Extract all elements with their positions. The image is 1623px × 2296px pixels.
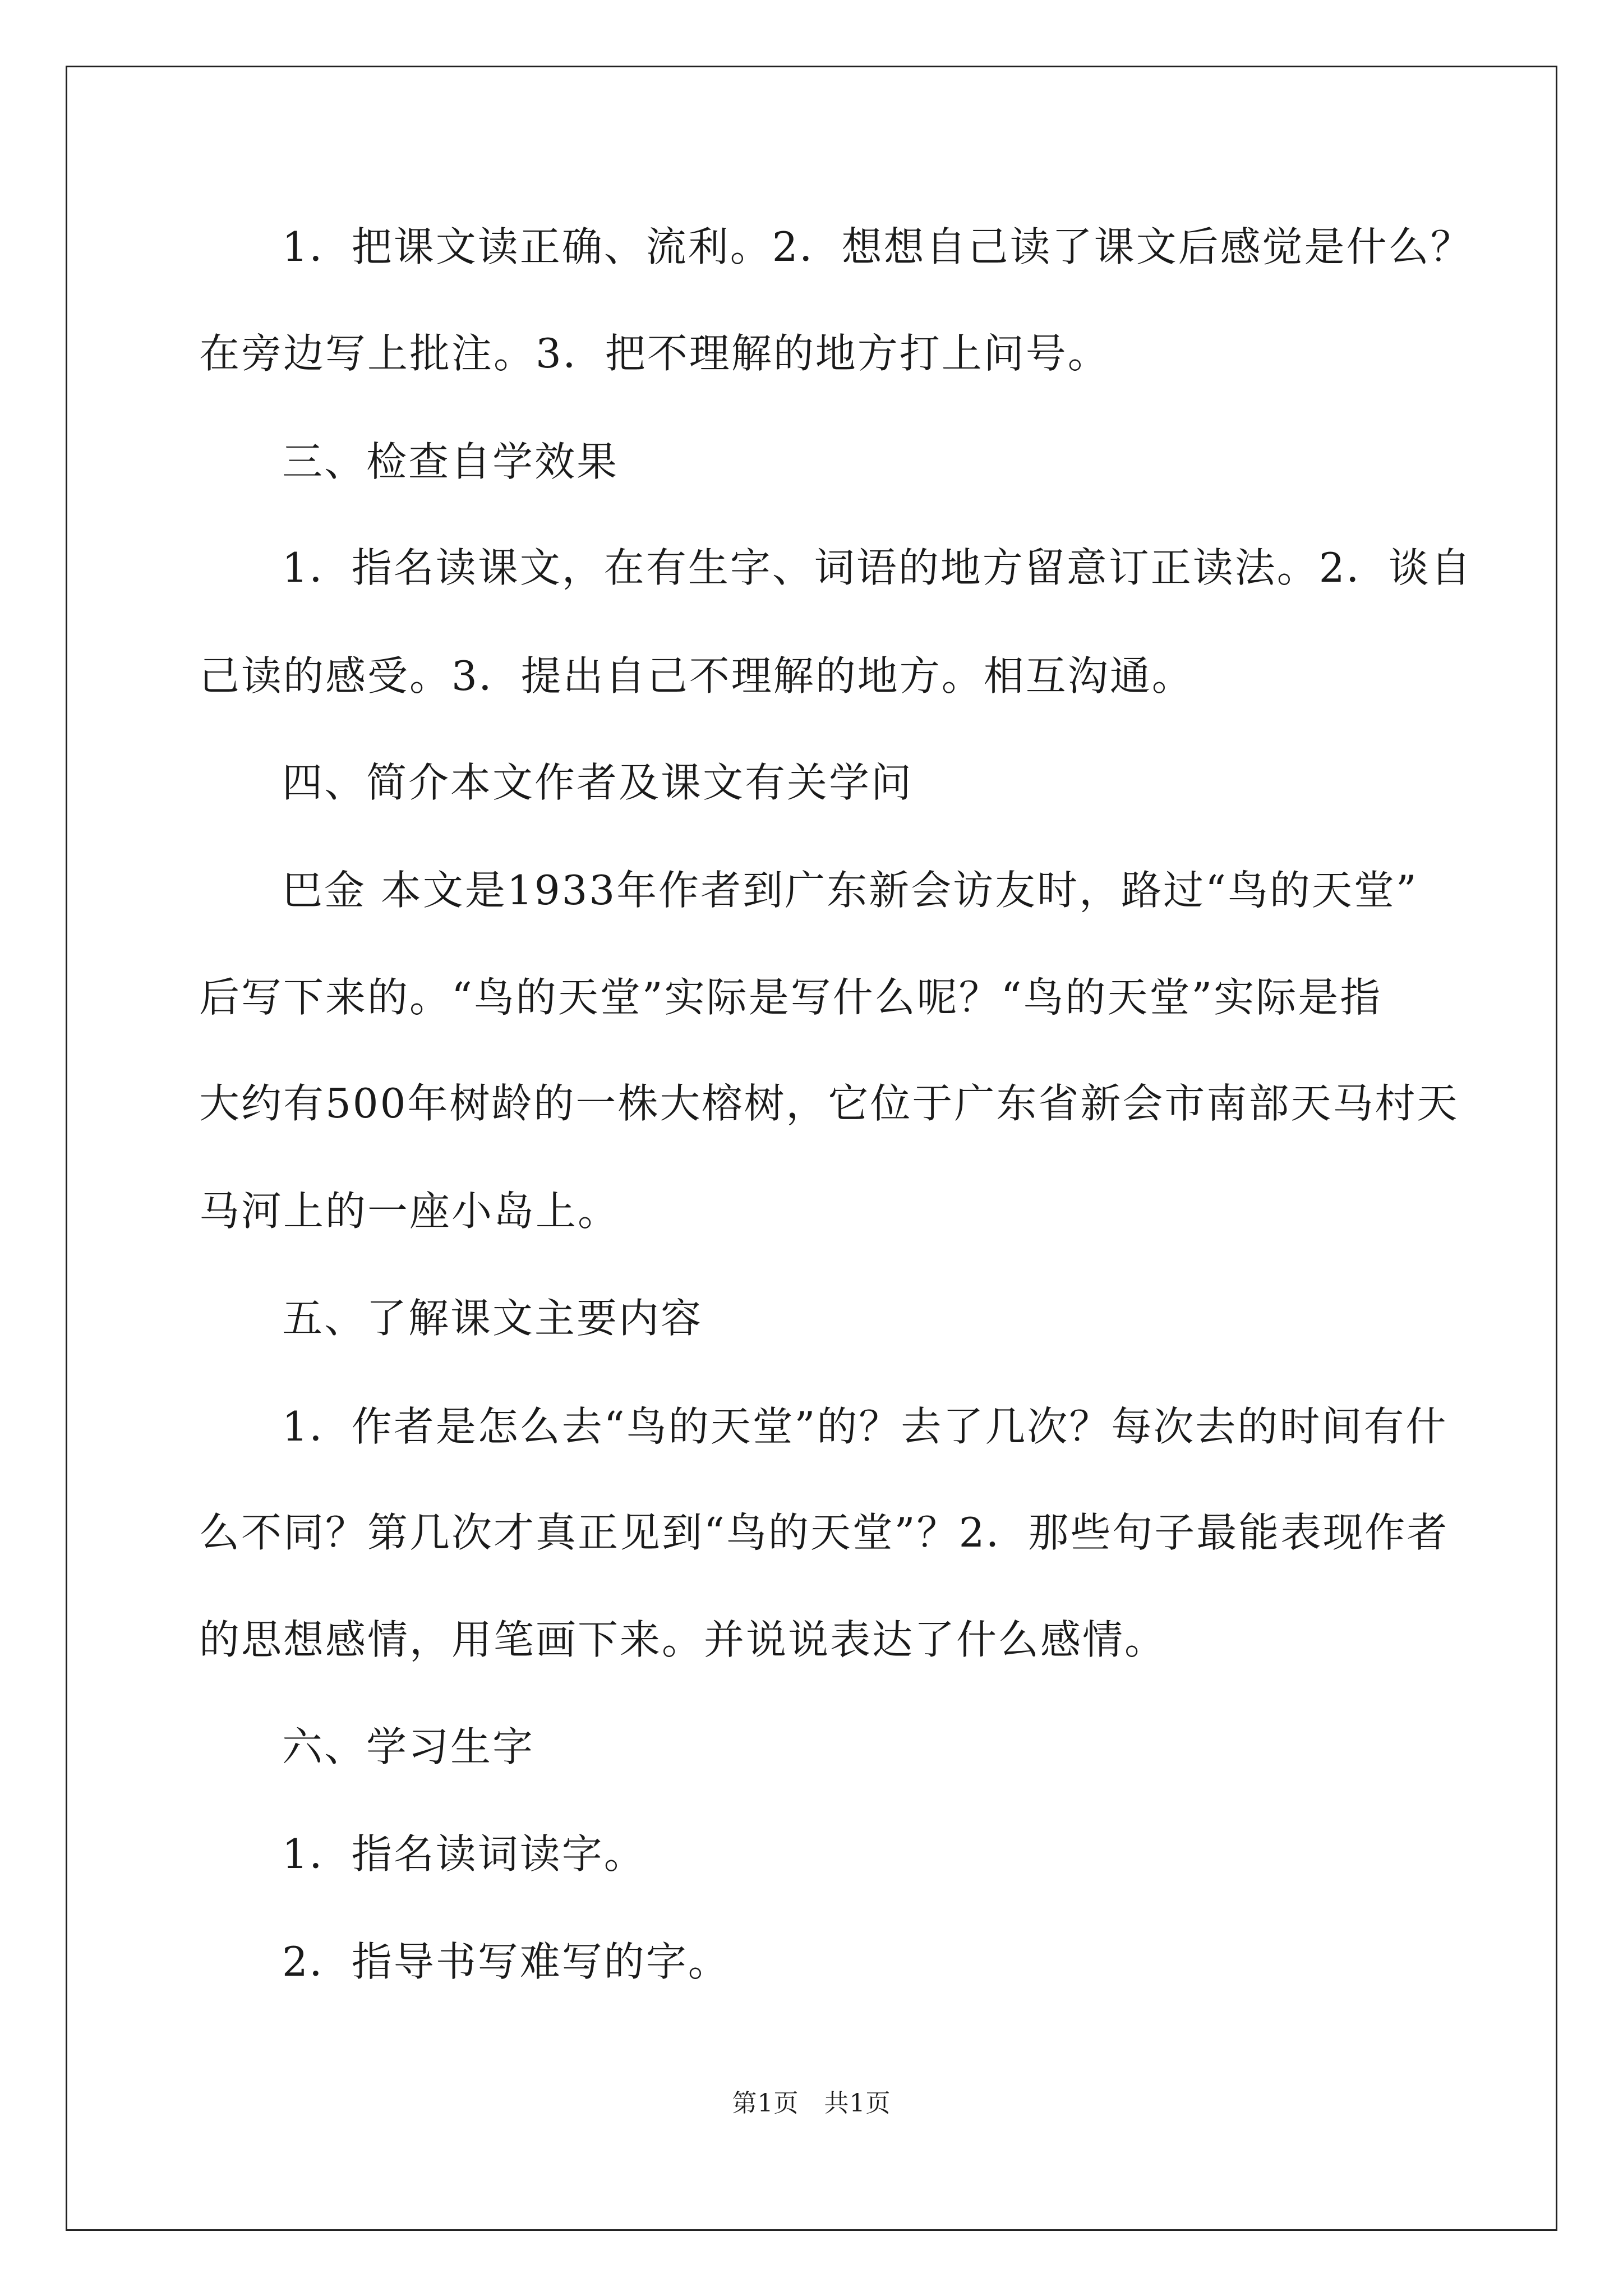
section-heading: 六、学习生字 <box>282 1723 535 1770</box>
page-footer: 第1页 共1页 <box>732 2089 891 2118</box>
text-line: 1．把课文读正确、流利。2．想想自己读了课文后感觉是什么？ <box>282 223 1473 270</box>
text-line: 2．指导书写难写的字。 <box>282 1938 730 1985</box>
page-border <box>66 66 1557 2231</box>
text-line: 巴金 本文是1933年作者到广东新会访友时，路过“鸟的天堂” <box>282 867 1418 914</box>
text-line: 后写下来的。“鸟的天堂”实际是写什么呢？“鸟的天堂”实际是指 <box>199 974 1382 1021</box>
text-line: 1．指名读课文，在有生字、词语的地方留意订正读法。2．谈自 <box>282 544 1473 591</box>
text-line: 马河上的一座小岛上。 <box>199 1188 620 1235</box>
text-line: 己读的感受。3．提出自己不理解的地方。相互沟通。 <box>199 652 1194 700</box>
text-line: 么不同？第几次才真正见到“鸟的天堂”？2．那些句子最能表现作者 <box>199 1509 1449 1556</box>
section-heading: 三、检查自学效果 <box>282 438 619 485</box>
text-line: 的思想感情，用笔画下来。并说说表达了什么感情。 <box>199 1616 1167 1663</box>
section-heading: 五、了解课文主要内容 <box>282 1295 703 1342</box>
text-line: 1．指名读词读字。 <box>282 1830 646 1878</box>
text-line: 在旁边写上批注。3．把不理解的地方打上问号。 <box>199 330 1110 377</box>
section-heading: 四、简介本文作者及课文有关学问 <box>282 759 914 806</box>
text-line: 1．作者是怎么去“鸟的天堂”的？去了几次？每次去的时间有什 <box>282 1403 1448 1450</box>
text-line: 大约有500年树龄的一株大榕树，它位于广东省新会市南部天马村天 <box>199 1080 1459 1127</box>
